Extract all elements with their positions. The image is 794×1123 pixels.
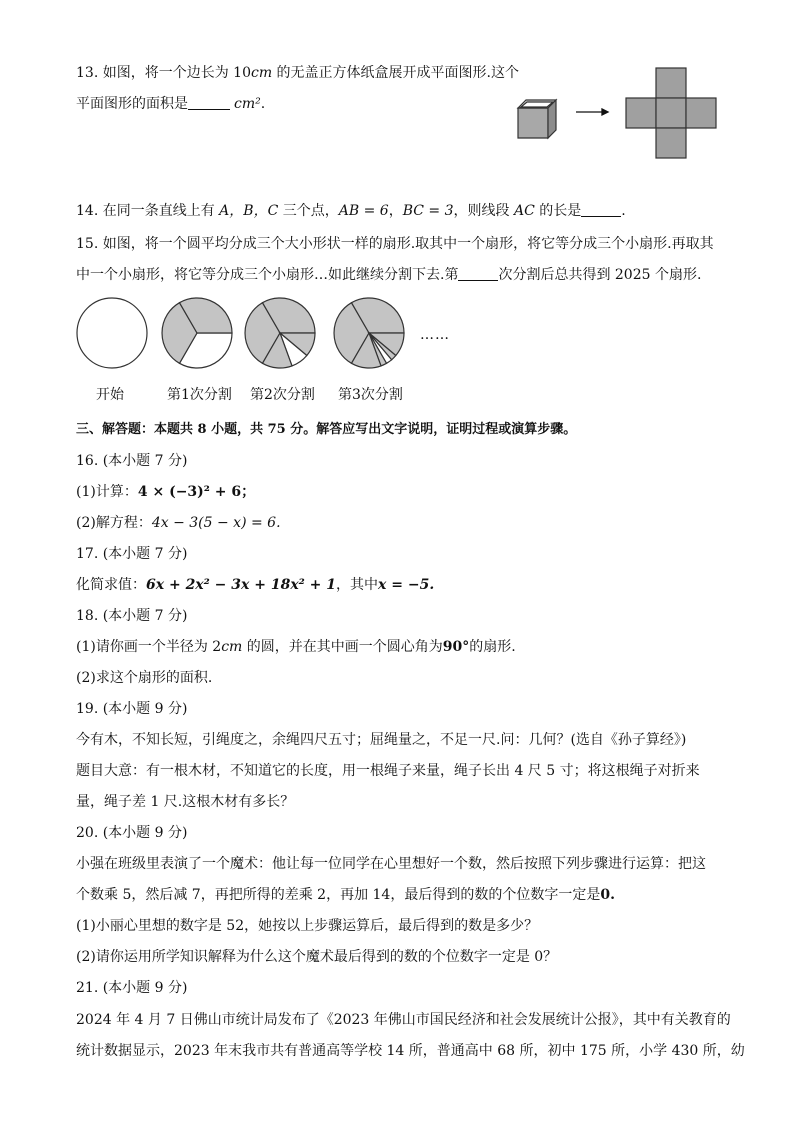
- open-cube-icon: [518, 100, 556, 138]
- q13-line1: 13. 如图，将一个边长为 10cm 的无盖正方体纸盒展开成平面图形.这个: [76, 65, 520, 81]
- caption-split-2: 第2次分割: [250, 387, 315, 403]
- q18-part2: (2)求这个扇形的面积.: [76, 670, 213, 686]
- q13-line2: 平面图形的面积是 cm².: [76, 96, 266, 112]
- q21-line2: 统计数据显示，2023 年末我市共有普通高等学校 14 所，普通高中 68 所，初中 175 所，小学 430 所，幼: [76, 1043, 745, 1059]
- circle-split-2: [245, 298, 315, 368]
- section-title: 三、解答题：本题共 8 小题，共 75 分。解答应写出文字说明，证明过程或演算步骤。: [76, 422, 577, 437]
- ellipsis: ……: [420, 327, 450, 343]
- q20-line2: 个数乘 5，然后减 7，再把所得的差乘 2，再加 14，最后得到的数的个位数字一定是0.: [76, 887, 615, 903]
- arrow-icon: [576, 109, 608, 115]
- q21-line1: 2024 年 4 月 7 日佛山市统计局发布了《2023 年佛山市国民经济和社会发展统计公报》，其中有关教育的: [76, 1012, 731, 1028]
- q17-body: 化简求值：6x + 2x² − 3x + 18x² + 1，其中x = −5.: [76, 577, 435, 593]
- q16-part1: (1)计算：4 × (−3)² + 6；: [76, 484, 256, 500]
- q15-line2: 中一个小扇形，将它等分成三个小扇形…如此继续分割下去.第 次分割后总共得到 2025 个扇形.: [76, 267, 702, 283]
- circle-split-3: [334, 298, 404, 368]
- circle-division-figure: [72, 293, 412, 373]
- answer-blank: [458, 266, 498, 281]
- caption-split-1: 第1次分割: [167, 387, 232, 403]
- q20-part2: (2)请你运用所学知识解释为什么这个魔术最后得到的数的个位数字一定是 0？: [76, 949, 558, 965]
- q19-line1: 今有木，不知长短，引绳度之，余绳四尺五寸；屈绳量之，不足一尺.问：几何？(选自《孙子算经》): [76, 732, 687, 748]
- circle-start: [77, 298, 147, 368]
- answer-blank: [188, 95, 230, 110]
- q19-line2: 题目大意：有一根木材，不知道它的长度，用一根绳子来量，绳子长出 4 尺 5 寸；将这根绳子对折来: [76, 763, 700, 779]
- q17-head: 17. (本小题 7 分): [76, 546, 188, 562]
- q18-head: 18. (本小题 7 分): [76, 608, 188, 624]
- q16-part2: (2)解方程：4x − 3(5 − x) = 6.: [76, 515, 281, 531]
- q14-line: 14. 在同一条直线上有 A，B，C 三个点，AB = 6，BC = 3，则线段 AC 的长是 .: [76, 203, 626, 219]
- q20-part1: (1)小丽心里想的数字是 52，她按以上步骤运算后，最后得到的数是多少？: [76, 918, 539, 934]
- q16-head: 16. (本小题 7 分): [76, 453, 188, 469]
- caption-split-3: 第3次分割: [338, 387, 403, 403]
- q19-line3: 量，绳子差 1 尺.这根木材有多长？: [76, 794, 295, 810]
- caption-start: 开始: [96, 387, 124, 403]
- q20-line1: 小强在班级里表演了一个魔术：他让每一位同学在心里想好一个数，然后按照下列步骤进行运算：把这: [76, 856, 706, 872]
- q18-part1: (1)请你画一个半径为 2cm 的圆，并在其中画一个圆心角为90°的扇形.: [76, 639, 516, 655]
- q20-head: 20. (本小题 9 分): [76, 825, 188, 841]
- q15-line1: 15. 如图，将一个圆平均分成三个大小形状一样的扇形.取其中一个扇形，将它等分成三个小扇形.再取其: [76, 236, 714, 252]
- cube-net-figure: [510, 60, 730, 165]
- cube-net-icon: [626, 68, 716, 158]
- q19-head: 19. (本小题 9 分): [76, 701, 188, 717]
- circle-split-1: [162, 298, 232, 368]
- q21-head: 21. (本小题 9 分): [76, 980, 188, 996]
- answer-blank: [581, 202, 621, 217]
